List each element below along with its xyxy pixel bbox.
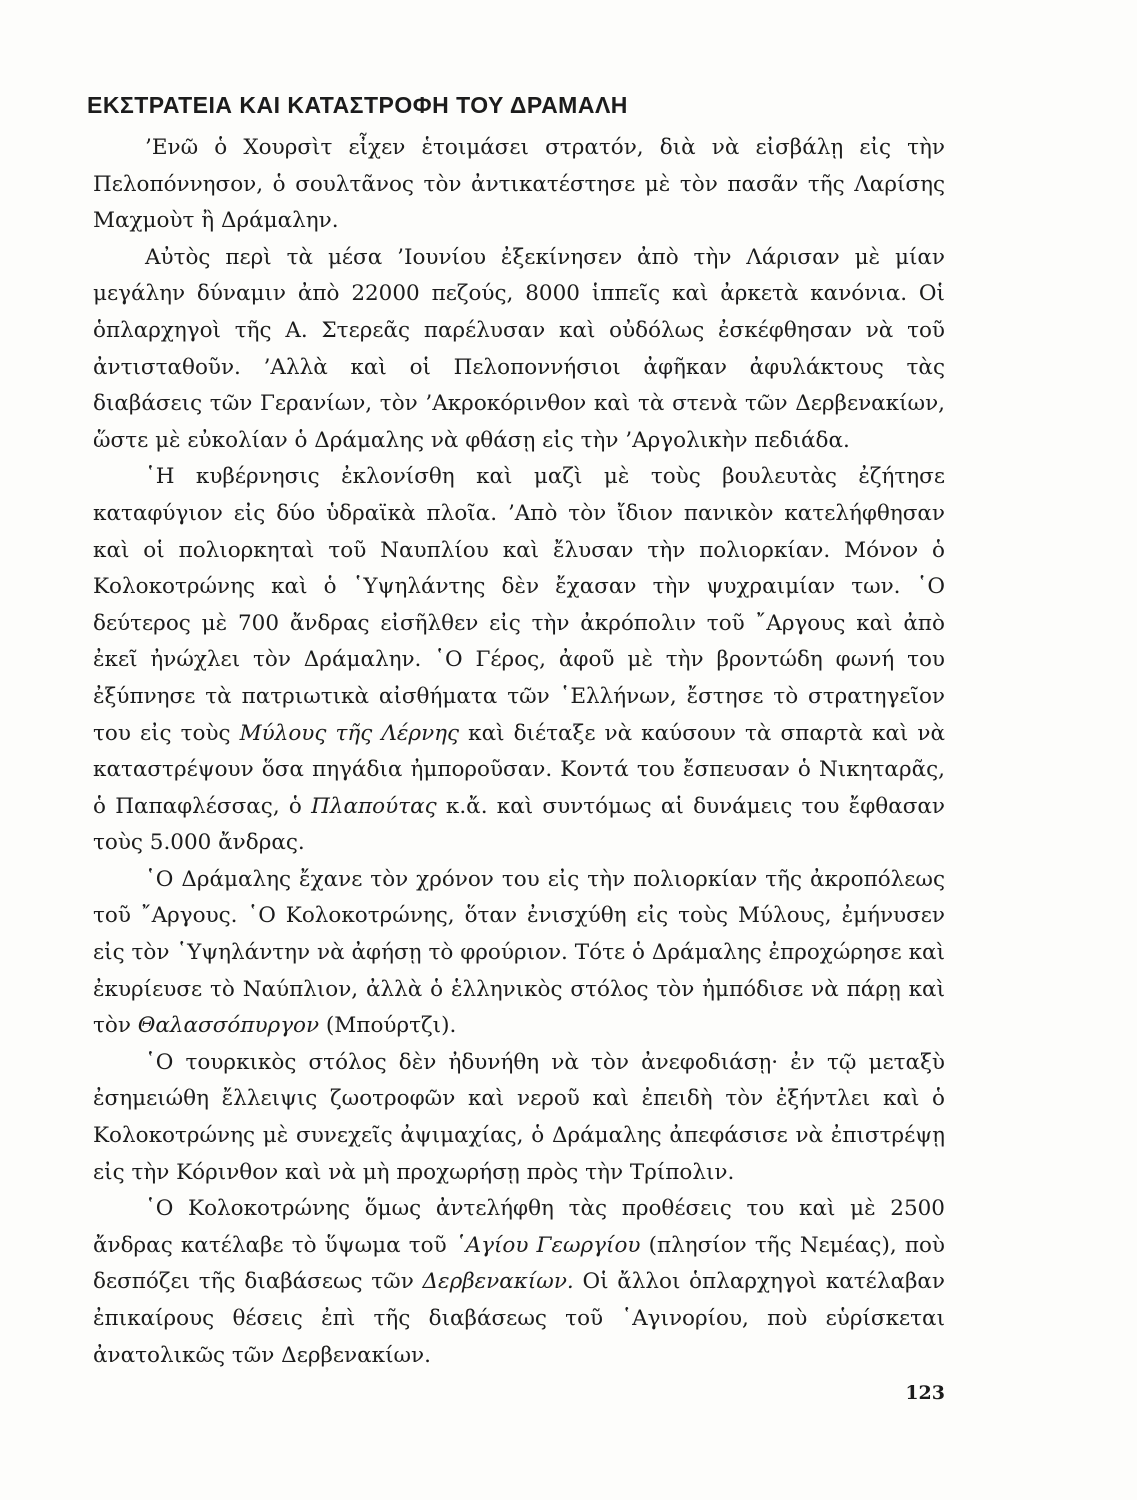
paragraph-5: ῾Ο τουρκικὸς στόλος δὲν ἠδυνήθη νὰ τὸν ἀνεφοδιάσῃ· ἐν τῷ μεταξὺ ἐσημειώθη ἔλλειψις ζωοτροφῶν καὶ νεροῦ καὶ ἐπειδὴ τὸν ἐξήντλει καὶ ὁ Κολοκοτρώνης μὲ συνεχεῖς ἀψιμαχίας, ὁ Δράμαλης ἀπεφάσισε νὰ ἐπιστρέψῃ εἰς τὴν Κόρινθον καὶ νὰ μὴ προχωρήσῃ πρὸς τὴν Τρίπολιν.	[93, 1049, 945, 1185]
italic-name-plapoutas: Πλαπούτας	[311, 793, 437, 819]
body-text	[93, 130, 945, 1374]
paragraph-6	[93, 1191, 945, 1374]
paragraph-4-text-a: ῾Ο Δράμαλης ἔχανε τὸν χρόνον του εἰς τὴν πολιορκίαν τῆς ἀκροπόλεως τοῦ ῎Αργους. ῾Ο Κολοκοτρώνης, ὅταν ἐνισχύθη εἰς τοὺς Μύλους, ἐμήνυσεν εἰς τὸν ῾Υψηλάντην νὰ ἀφήσῃ τὸ φρούριον. Τότε ὁ Δράμαλης ἐπροχώρησε καὶ ἐκυρίευσε τὸ Ναύπλιον, ἀλλὰ ὁ ἑλληνικὸς στόλος τὸν ἠμπόδισε νὰ πάρῃ καὶ τὸν	[93, 866, 945, 1039]
chapter-heading: ΕΚΣΤΡΑΤΕΙΑ ΚΑΙ ΚΑΤΑΣΤΡΟΦΗ ΤΟΥ ΔΡΑΜΑΛΗ	[87, 92, 628, 118]
page-number: 123	[905, 1382, 945, 1404]
paragraph-6-text-a: ῾Ο Κολοκοτρώνης ὅμως ἀντελήφθη τὰς προθέσεις του καὶ μὲ 2500 ἄνδρας κατέλαβε τὸ ὕψωμα τοῦ	[93, 1196, 945, 1258]
paragraph-3-text-c: κ.ἄ. καὶ συντόμως αἱ δυνάμεις του ἔφθασαν τοὺς 5.000 ἄνδρας.	[93, 793, 945, 856]
paragraph-1: ’Ενῶ ὁ Χουρσὶτ εἶχεν ἑτοιμάσει στρατόν, διὰ νὰ εἰσβάλῃ εἰς τὴν Πελοπόννησον, ὁ σουλτᾶνος τὸν ἀντικατέστησε μὲ τὸν πασᾶν τῆς Λαρίσης Μαχμοὺτ ἢ Δράμαλην.	[93, 135, 945, 234]
paragraph-6-text-b: (πλησίον τῆς Νεμέας), ποὺ δεσπόζει τῆς διαβάσεως τῶν	[93, 1232, 945, 1295]
paragraph-4	[93, 862, 945, 1045]
italic-place-dervenakion: Δερβενακίων.	[422, 1269, 574, 1295]
paragraph-3-text-b: καὶ διέταξε νὰ καύσουν τὰ σπαρτὰ καὶ νὰ καταστρέψουν ὅσα πηγάδια ἠμποροῦσαν. Κοντά του ἔσπευσαν ὁ Νικηταρᾶς, ὁ Παπαφλέσσας, ὁ	[93, 720, 945, 819]
italic-place-agiou-georgiou: ῾Αγίου Γεωργίου	[454, 1232, 641, 1258]
paragraph-4-text-b: (Μπούρτζι).	[325, 1013, 457, 1039]
paragraph-3-text-a: ῾Η κυβέρνησις ἐκλονίσθη καὶ μαζὶ μὲ τοὺς βουλευτὰς ἐζήτησε καταφύγιον εἰς δύο ὑδραϊκὰ πλοῖα. ’Απὸ τὸν ἴδιον πανικὸν κατελήφθησαν καὶ οἱ πολιορκηταὶ τοῦ Ναυπλίου καὶ ἔλυσαν τὴν πολιορκίαν. Μόνον ὁ Κολοκοτρώνης καὶ ὁ ῾Υψηλάντης δὲν ἔχασαν τὴν ψυχραιμίαν των. ῾Ο δεύτερος μὲ 700 ἄνδρας εἰσῆλθεν εἰς τὴν ἀκρόπολιν τοῦ ῎Αργους καὶ ἀπὸ ἐκεῖ ἠνώχλει τὸν Δράμαλην. ῾Ο Γέρος, ἀφοῦ μὲ τὴν βροντώδη φωνή του ἐξύπνησε τὰ πατριωτικὰ αἰσθήματα τῶν ῾Ελλήνων, ἔστησε τὸ στρατηγεῖον του εἰς τοὺς	[93, 464, 945, 746]
italic-place-thalassopyrgon: Θαλασσόπυργον	[137, 1013, 320, 1039]
italic-place-mylous: Μύλους τῆς Λέρνης	[239, 720, 460, 746]
paragraph-3	[93, 459, 945, 862]
paragraph-6-text-c: Οἱ ἄλλοι ὁπλαρχηγοὶ κατέλαβαν ἐπικαίρους θέσεις ἐπὶ τῆς διαβάσεως τοῦ ῾Αγινορίου, ποὺ εὑρίσκεται ἀνατολικῶς τῶν Δερβενακίων.	[93, 1269, 945, 1368]
paragraph-2: Αὐτὸς περὶ τὰ μέσα ’Ιουνίου ἐξεκίνησεν ἀπὸ τὴν Λάρισαν μὲ μίαν μεγάλην δύναμιν ἀπὸ 22000 πεζούς, 8000 ἱππεῖς καὶ ἀρκετὰ κανόνια. Οἱ ὁπλαρχηγοὶ τῆς Α. Στερεᾶς παρέλυσαν καὶ οὐδόλως ἐσκέφθησαν νὰ τοῦ ἀντισταθοῦν. ’Αλλὰ καὶ οἱ Πελοποννήσιοι ἀφῆκαν ἀφυλάκτους τὰς διαβάσεις τῶν Γερανίων, τὸν ’Ακροκόρινθον καὶ τὰ στενὰ τῶν Δερβενακίων, ὥστε μὲ εὐκολίαν ὁ Δράμαλης νὰ φθάσῃ εἰς τὴν ’Αργολικὴν πεδιάδα.	[93, 244, 945, 453]
